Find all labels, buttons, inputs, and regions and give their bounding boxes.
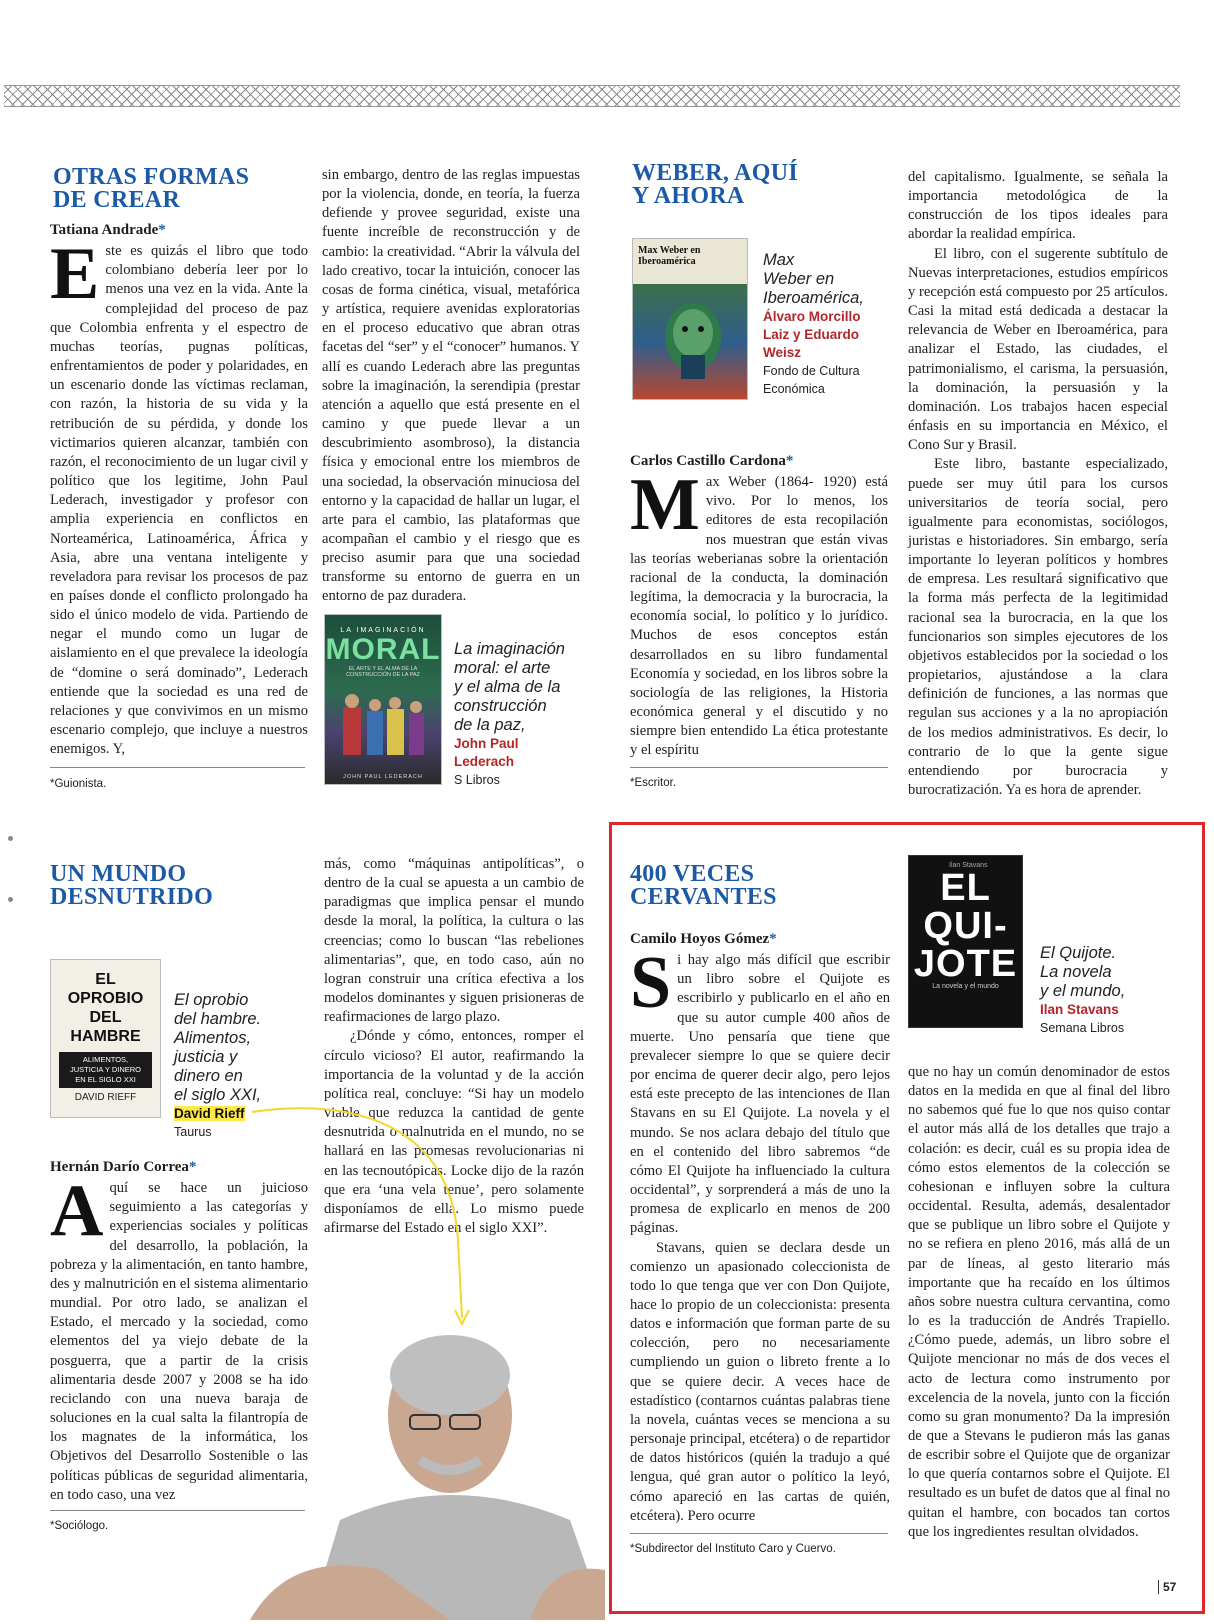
book-publisher: Taurus [174, 1125, 212, 1139]
article-column [630, 452, 888, 759]
footnote: *Subdirector del Instituto Caro y Cuervo. [630, 1543, 836, 1555]
article-column [908, 168, 1168, 798]
drop-cap: A [50, 1170, 104, 1253]
book-title-line: de la paz, [454, 716, 526, 734]
annotation-highlight-box [609, 822, 1205, 1614]
book-title-line: Alimentos, [174, 1029, 252, 1047]
book-title-line: y el alma de la [454, 678, 561, 696]
margin-dot [8, 836, 13, 841]
body-text: ste es quizás el libro que todo colombiano debería leer por lo menos una vez en la vida. Ante la complejidad del proceso de paz que Colombia enfrenta y el espectro de muchas teorías, pugnas políticas, enfrentamientos de poder y polaridades, en un escenario donde las víctimas reclaman, con razón, la historia de su vida y la retribución de su pérdida, y donde los victimarios quieren alcanzar, también con razón, el reconocimiento de un lugar civil y político que los legitime, John Paul Lederach, investigador y profesor con amplia experiencia en conflictos en Norteamérica, Latinoamérica, África y Asia, abre una ventana inteligente y reveladora para revisar los procesos de paz en países donde el conflicto prolongado ha sido el único modelo de vida. Partiendo de negar el mundo como un lugar de aislamiento en el que prevalece la ideología de “domine o será dominado”, Lederach entiende que la sociedad es una red de relaciones y que convivimos en un mismo escenario complejo, que incluye a nuestros enemigos. Y, [50, 243, 308, 758]
body-text: ¿Dónde y cómo, entonces, romper el círculo vicioso? El autor, reafirmando la importancia de la voluntad y de la acción política real, concluye: “Si hay un modelo viable que reduzca la cantidad de gente desnutrida o malnutrida en el mundo, no se hallará en las promesas revolucionarias ni en las tecnoutópicas. Locke dijo de la razón que era ‘una vela tenue’, pero solamente disponíamos de ella. Lo mismo puede afirmarse del Estado en el siglo XXI”. [324, 1028, 584, 1236]
book-title-line: Max [763, 251, 795, 269]
body-text: Stavans, quien se declara desde un comienzo un apasionado coleccionista de todo lo que tenga que ver con Don Quijote, hace lo propio de un coleccionista: presenta datos e información que forman parte de su colección, pero no necesariamente cumpliendo un guion o libreto frente a lo que se quiere decir. A veces hace de estadístico (contarnos cuántas palabras tiene la novela, cuántas veces se menciona a su personaje principal, etcétera) o de repartidor de datos históricos (quién la tradujo a qué lengua, qué gran autor o político la leyó, cómo apareció en las cartas de quién, etcétera). Pero ocurre [630, 1239, 890, 1524]
footnote-rule [50, 1510, 305, 1511]
portrait-illustration-icon [633, 289, 749, 399]
author-name: Carlos Castillo Cardona* [630, 453, 794, 469]
drop-cap: S [630, 942, 672, 1025]
author-name: Tatiana Andrade* [50, 222, 166, 238]
book-publisher: Económica [763, 382, 825, 396]
cover-subtitle: ALIMENTOS, JUSTICIA Y DINERO EN EL SIGLO XXI [59, 1052, 152, 1088]
body-text: que no hay un común denominador de estos datos en la medida en que al final del libro no sabemos qué fue lo que nos quiso contar el autor más allá de los detalles que trajo a colación: es decir, cuál es su propia idea de cómo estos elementos de la colección se cohesionan e influyen sobre la cultura occidental. Resulta, además, desalentador que se publique un libro sobre el Quijote y no se refiera en pleno 2016, más allá de un par de líneas, al gesto literario más importante que ha recaído en los últimos años sobre nuestra cultura cervantina, como lo es la traducción de Andrés Trapiello. ¿Cómo puede, además, un libro sobre el Quijote mencionar no más de dos veces el acto de lectura como instrumento por excelencia de la novela, junto con la ficción como su gran monumento? Da la impresión de que a Stevans le pudieron más las ganas de escribir sobre el Quijote que de organizar lo que quería contarnos sobre el Quijote. El resultado es un bufet de datos que al final no quitan el hambre, con bocados tan cortos que los ingredientes resultan olvidados. [908, 1064, 1170, 1540]
body-text: quí se hace un juicioso seguimiento a las categorías y experiencias sociales y políticas del desarrollo, la población, la pobreza y la alimentación, en tanto hambre, des y malnutrición en el sistema alimentario mundial. Por otro lado, se analizan el Estado, el mercado y la sociedad, como elementos del ya viejo debate de la posguerra, que a partir de la crisis alimentaria desde 2007 y 2008 se ha ido reciclando con una nueva baraja de soluciones en la cual salta la filantropía de los magnates de la informática, los Objetivos del Desarrollo Sostenible o las políticas públicas de seguridad alimentaria, en todo caso, una vez [50, 1180, 308, 1503]
book-author: Ilan Stavans [1040, 1002, 1119, 1017]
book-cover-el-oprobio-del-hambre [50, 959, 161, 1118]
footnote: *Guionista. [50, 778, 107, 790]
article-heading: WEBER, AQUÍ Y AHORA [632, 160, 799, 209]
margin-dot [8, 897, 13, 902]
footnote-rule [630, 767, 888, 768]
drop-cap: E [50, 233, 100, 316]
drop-cap: M [630, 464, 700, 547]
book-title-line: El Quijote. [1040, 944, 1117, 962]
book-title-line: dinero en [174, 1067, 243, 1085]
cover-author: DAVID RIEFF [74, 1092, 137, 1103]
cover-author: Ilan Stavans [949, 862, 988, 869]
body-text: sin embargo, dentro de las reglas impuestas por la violencia, donde, en teoría, la fuerza defiende y provee seguridad, existe una fuente increíble de reconstrucción y de cambio: la creatividad. “Abrir la válvula del lado creativo, tocar la intuición, conocer las cosas de forma cinética, visual, metafórica y artística, requiere avenidas exploratorias en el proceso educativo que abran otras facetas del “ser” y el “conocer” humanos. Y allí es cuando Lederach abre las preguntas sobre la imaginación, la serendipia (prestar atención a aquello que está presente en el camino y que puede llevar a un descubrimiento asombroso), la distancia física y emocional entre los miembros de una sociedad, la observación minuciosa del entorno y la capacidad de hallar un lugar, el arte para el cambio, las plataformas que acompañan el cambio y el riesgo que es preciso asumir para que una sociedad transforme su entorno de guerra en un entorno de paz duradera. [322, 167, 580, 605]
author-name: Camilo Hoyos Gómez* [630, 931, 777, 947]
cover-subtitle: La novela y el mundo [932, 983, 999, 990]
body-text: del capitalismo. Igualmente, se señala la importancia metodológica de la construcción de los tipos ideales para abordar la realidad empírica. [908, 169, 1168, 243]
author-photo [250, 1320, 605, 1620]
decorative-pattern-band [4, 85, 1180, 107]
book-info [763, 251, 903, 398]
page-number: 57 [1158, 1580, 1176, 1594]
book-title-line: Weber en [763, 270, 835, 288]
book-title-line: y el mundo, [1040, 982, 1126, 1000]
book-author: John Paul [454, 736, 519, 751]
book-title-line: Iberoamérica, [763, 289, 864, 307]
cover-illustration-icon [325, 677, 443, 772]
book-title-line: La imaginación [454, 640, 565, 658]
book-author: Weisz [763, 345, 802, 360]
cover-title: EL QUI- JOTE [913, 867, 1018, 985]
book-title-line: La novela [1040, 963, 1112, 981]
yellow-pointer-line-icon [250, 1100, 480, 1330]
book-title-line: justicia y [174, 1048, 238, 1066]
footnote: *Sociólogo. [50, 1520, 109, 1532]
book-cover-la-imaginacion-moral [324, 614, 442, 785]
body-text: más, como “máquinas antipolíticas”, o dentro de la cual se apuesta a un cambio de paradigmas que implica pensar el mundo desde la moral, la política, la cultura o las creencias; como lo buscan “las rebeliones alimentarias”, que, en todo caso, aún no logran construir una crítica efectiva a los modelos dominantes y siguen prisioneras de reafirmaciones de largo plazo. [324, 856, 584, 1026]
book-author: Laiz y Eduardo [763, 327, 860, 342]
body-text: ax Weber (1864- 1920) está vivo. Por lo menos, los editores de esta recopilación nos muestran que están vivas las teorías weberianas sobre la orientación racional de la conducta, la dominación legítima, la democracia y la burocracia, la economía social, lo político y lo jurídico. Muchos de esos conceptos están desarrollados en su libro fundamental Economía y sociedad, en los libros sobre la sociología de las religiones, la Historia económica general y el discutido y no siempre bien entendido La ética protestante y el espíritu [630, 474, 888, 759]
book-author: Lederach [454, 754, 515, 769]
book-title-line: El oprobio [174, 991, 249, 1009]
book-title-line: el siglo XXI, [174, 1086, 262, 1104]
footnote: *Escritor. [630, 777, 677, 789]
body-text: El libro, con el sugerente subtítulo de Nuevas interpretaciones, estudios empíricos y recepción está compuesto por 25 artículos. Casi la mitad está dedicada a destacar la relevancia de Weber en Iberoamérica, para analizar el Estado, las ciudades, el patrimonialismo, el carisma, la persuasión, la dominación, la persuasión y la dominación. Los trabajos hacen especial énfasis en su importancia en México, el Cono Sur y Brasil. [908, 245, 1168, 454]
body-text: i hay algo más difícil que escribir un libro sobre el Quijote es escribirlo y publicarlo en el año en que su autor cumple 400 años de muerte. Uno pensaría que tiene que prevalecer siempre lo que se quiere decir por encima de querer decir algo, pero lejos está este precepto de las intenciones de Ilan Stavans en su El Quijote. La novela y el mundo. Se nos aclara debajo del título que en el contenido del libro sabremos “de cómo El Quijote ha influenciado la cultura occidental”, y sorprenderá a más de uno la promesa de explicarlo en menos de 200 páginas. [630, 952, 890, 1237]
book-author-highlighted: David Rieff [174, 1106, 245, 1121]
article-heading: 400 VECES CERVANTES [630, 861, 777, 910]
book-title-line: construcción [454, 697, 547, 715]
cover-title: EL OPROBIO DEL HAMBRE [67, 971, 144, 1045]
book-publisher: S Libros [454, 773, 500, 787]
book-publisher: Fondo de Cultura [763, 364, 860, 378]
book-publisher: Semana Libros [1040, 1021, 1125, 1035]
cover-subtitle: EL ARTE Y EL ALMA DE LA CONSTRUCCIÓN DE LA PAZ [346, 666, 420, 678]
book-cover-max-weber [632, 238, 748, 400]
body-text: Este libro, bastante especializado, puede ser muy útil para los cursos universitarios de teoría social, pero igualmente para economistas, sociólogos, juristas e historiadores. Sin embargo, sería importante lo leyeran políticos y hombres de empresa. Les resultará significativo que la forma más perfecta de la legitimidad racional sea la burocracia, en la que los funcionarios son simples ejecutores de los objetivos establecidos por la sociedad o los propietarios, ajustándose a la clara definición de funciones, a las normas que regulan sus acciones y a la no apropiación de los medios administrativos. Es decir, lo contrario de lo que la gente sigue entendiendo por burocracia y burocratización. Ya es hora de aprender. [908, 456, 1168, 798]
cover-text: LA IMAGINACIÓN [340, 627, 426, 634]
footnote-rule [50, 767, 305, 768]
book-info [454, 640, 594, 789]
article-column [322, 166, 580, 606]
article-column [50, 221, 308, 758]
cover-title: MORAL [325, 633, 441, 666]
book-title-line: del hambre. [174, 1010, 262, 1028]
book-author: Álvaro Morcillo [763, 309, 861, 324]
article-heading: UN MUNDO DESNUTRIDO [50, 861, 214, 910]
article-heading: OTRAS FORMAS DE CREAR [53, 164, 250, 213]
author-name: Hernán Darío Correa* [50, 1159, 197, 1175]
cover-author: JOHN PAUL LEDERACH [343, 774, 423, 780]
book-title-line: moral: el arte [454, 659, 551, 677]
cover-title: Max Weber en Iberoamérica [638, 245, 701, 267]
